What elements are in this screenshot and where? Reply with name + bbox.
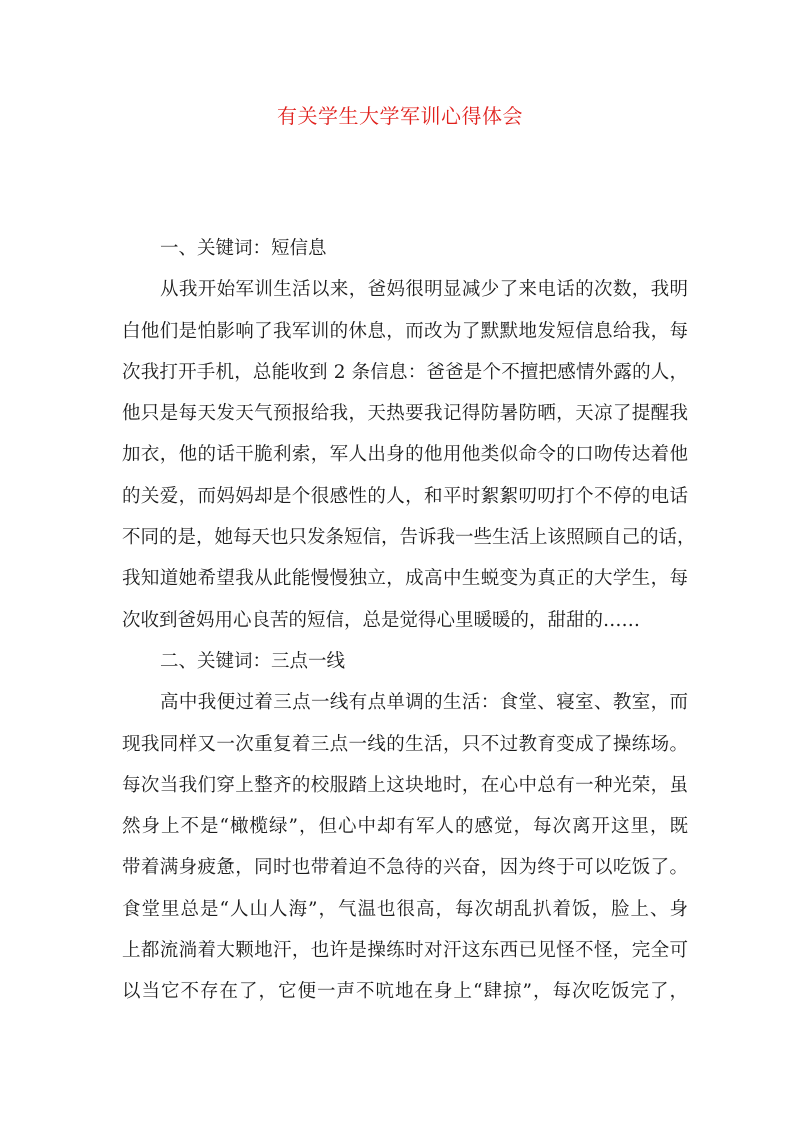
document-title: 有关学生大学军训心得体会: [277, 104, 523, 128]
paragraph-line: 白他们是怕影响了我军训的休息，而改为了默默地发短信息给我，每: [122, 320, 688, 342]
document-body: [122, 228, 696, 1013]
paragraph-line: 从我开始军训生活以来，爸妈很明显减少了来电话的次数，我明: [160, 279, 688, 301]
paragraph-line: 不同的是，她每天也只发条短信，告诉我一些生活上该照顾自己的话，: [122, 527, 696, 549]
paragraph-line: 上都流淌着大颗地汗，也许是操练时对汗这东西已见怪不怪，完全可: [122, 940, 688, 962]
paragraph-line: 的关爱，而妈妈却是个很感性的人，和平时絮絮叨叨打个不停的电话: [122, 485, 688, 507]
paragraph-line: 以当它不存在了，它便一声不吭地在身上“肆掠”，每次吃饭完了，: [122, 981, 688, 1003]
paragraph-line: 高中我便过着三点一线有点单调的生活：食堂、寝室、教室，而: [160, 692, 688, 714]
section-heading: 二、关键词：三点一线: [160, 650, 346, 672]
paragraph-line: 带着满身疲惫，同时也带着迫不急待的兴奋，因为终于可以吃饭了。: [122, 857, 688, 879]
paragraph-line: 现我同样又一次重复着三点一线的生活，只不过教育变成了操练场。: [122, 733, 688, 755]
paragraph-line: 次收到爸妈用心良苦的短信，总是觉得心里暖暖的，甜甜的……: [122, 609, 641, 631]
paragraph-line: 加衣，他的话干脆利索，军人出身的他用他类似命令的口吻传达着他: [122, 444, 688, 466]
paragraph-line: 他只是每天发天气预报给我，天热要我记得防暑防晒，天凉了提醒我: [122, 403, 688, 425]
paragraph-line: 然身上不是“橄榄绿”，但心中却有军人的感觉，每次离开这里，既: [122, 816, 688, 838]
paragraph-line: 次我打开手机，总能收到 2 条信息：爸爸是个不擅把感情外露的人，: [122, 361, 688, 383]
paragraph-line: 每次当我们穿上整齐的校服踏上这块地时，在心中总有一种光荣，虽: [122, 774, 688, 796]
section-heading: 一、关键词：短信息: [160, 238, 327, 259]
paragraph-line: 食堂里总是“人山人海”，气温也很高，每次胡乱扒着饭，脸上、身: [122, 898, 688, 920]
paragraph-line: 我知道她希望我从此能慢慢独立，成高中生蜕变为真正的大学生，每: [122, 568, 688, 590]
